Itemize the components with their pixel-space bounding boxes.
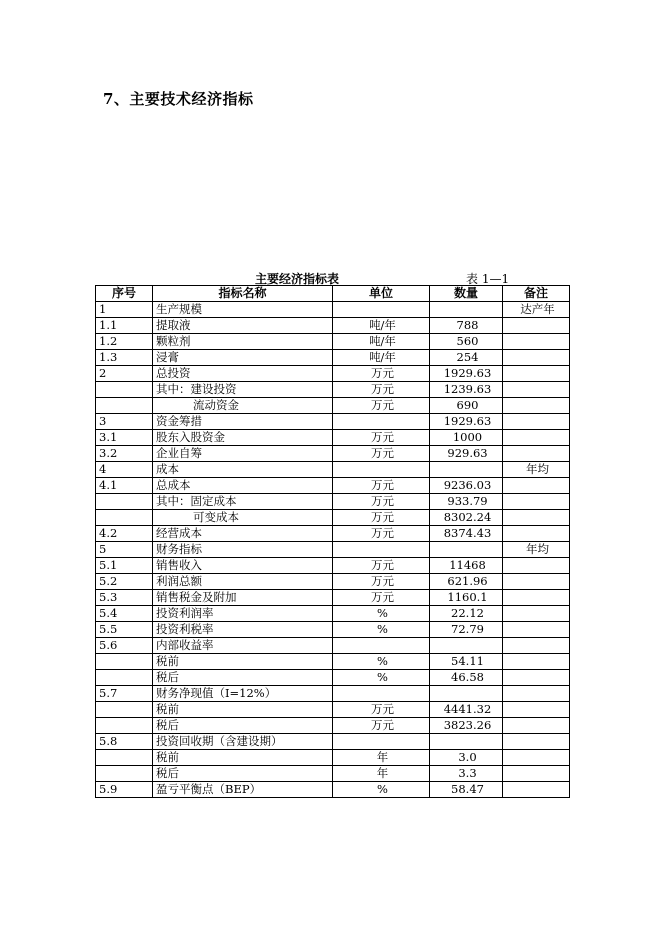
indicator-name-cell: 销售税金及附加 bbox=[153, 590, 333, 606]
quantity-cell: 788 bbox=[430, 318, 503, 334]
row-number-cell: 4.2 bbox=[96, 526, 153, 542]
unit-cell: 万元 bbox=[333, 718, 430, 734]
note-cell bbox=[503, 334, 570, 350]
indicator-name-cell: 财务净现值（I=12%） bbox=[153, 686, 333, 702]
header-unit: 单位 bbox=[333, 286, 430, 302]
note-cell: 年均 bbox=[503, 542, 570, 558]
quantity-cell: 9236.03 bbox=[430, 478, 503, 494]
note-cell bbox=[503, 718, 570, 734]
indicator-name-cell: 总投资 bbox=[153, 366, 333, 382]
table-row bbox=[96, 318, 570, 334]
table-row bbox=[96, 366, 570, 382]
row-number-cell: 1 bbox=[96, 302, 153, 318]
row-number-cell: 4 bbox=[96, 462, 153, 478]
unit-cell: 万元 bbox=[333, 558, 430, 574]
table-row bbox=[96, 686, 570, 702]
quantity-cell bbox=[430, 686, 503, 702]
note-cell: 达产年 bbox=[503, 302, 570, 318]
quantity-cell: 1000 bbox=[430, 430, 503, 446]
row-number-cell: 5.7 bbox=[96, 686, 153, 702]
indicator-name-cell: 销售收入 bbox=[153, 558, 333, 574]
unit-cell: 万元 bbox=[333, 430, 430, 446]
note-cell bbox=[503, 494, 570, 510]
note-cell bbox=[503, 654, 570, 670]
indicator-name-cell: 投资利税率 bbox=[153, 622, 333, 638]
quantity-cell: 46.58 bbox=[430, 670, 503, 686]
unit-cell: 万元 bbox=[333, 446, 430, 462]
note-cell bbox=[503, 318, 570, 334]
row-number-cell bbox=[96, 398, 153, 414]
unit-cell: 吨/年 bbox=[333, 334, 430, 350]
indicator-name-cell: 盈亏平衡点（BEP） bbox=[153, 782, 333, 798]
row-number-cell: 1.3 bbox=[96, 350, 153, 366]
indicator-name-cell: 税前 bbox=[153, 750, 333, 766]
table-row bbox=[96, 462, 570, 478]
row-number-cell: 2 bbox=[96, 366, 153, 382]
table-caption: 主要经济指标表 bbox=[255, 272, 340, 286]
indicator-name-cell: 颗粒剂 bbox=[153, 334, 333, 350]
quantity-cell: 8302.24 bbox=[430, 510, 503, 526]
quantity-cell: 1929.63 bbox=[430, 414, 503, 430]
unit-cell: 万元 bbox=[333, 590, 430, 606]
unit-cell: % bbox=[333, 654, 430, 670]
note-cell bbox=[503, 782, 570, 798]
indicator-name-cell: 税后 bbox=[153, 718, 333, 734]
table-row bbox=[96, 414, 570, 430]
row-number-cell bbox=[96, 670, 153, 686]
table-row bbox=[96, 510, 570, 526]
table-row bbox=[96, 334, 570, 350]
unit-cell: 万元 bbox=[333, 526, 430, 542]
unit-cell: 万元 bbox=[333, 398, 430, 414]
row-number-cell bbox=[96, 382, 153, 398]
row-number-cell: 3.2 bbox=[96, 446, 153, 462]
row-number-cell: 5.8 bbox=[96, 734, 153, 750]
indicator-name-cell: 可变成本 bbox=[153, 510, 333, 526]
note-cell bbox=[503, 750, 570, 766]
row-number-cell: 5.3 bbox=[96, 590, 153, 606]
table-number: 表 1—1 bbox=[466, 272, 510, 286]
table-row bbox=[96, 430, 570, 446]
note-cell bbox=[503, 478, 570, 494]
header-no: 序号 bbox=[96, 286, 153, 302]
note-cell bbox=[503, 510, 570, 526]
table-row bbox=[96, 302, 570, 318]
row-number-cell bbox=[96, 718, 153, 734]
quantity-cell bbox=[430, 638, 503, 654]
unit-cell: % bbox=[333, 670, 430, 686]
table-row bbox=[96, 702, 570, 718]
table-row bbox=[96, 606, 570, 622]
indicator-name-cell: 其中：固定成本 bbox=[153, 494, 333, 510]
table-row bbox=[96, 654, 570, 670]
quantity-cell bbox=[430, 462, 503, 478]
indicator-name-cell: 内部收益率 bbox=[153, 638, 333, 654]
quantity-cell bbox=[430, 302, 503, 318]
quantity-cell: 22.12 bbox=[430, 606, 503, 622]
indicator-name-cell: 税前 bbox=[153, 702, 333, 718]
note-cell bbox=[503, 606, 570, 622]
row-number-cell: 5.5 bbox=[96, 622, 153, 638]
header-note: 备注 bbox=[503, 286, 570, 302]
quantity-cell: 1239.63 bbox=[430, 382, 503, 398]
table-row bbox=[96, 558, 570, 574]
unit-cell bbox=[333, 686, 430, 702]
indicator-name-cell: 资金筹措 bbox=[153, 414, 333, 430]
table-row bbox=[96, 638, 570, 654]
unit-cell bbox=[333, 414, 430, 430]
indicator-name-cell: 生产规模 bbox=[153, 302, 333, 318]
quantity-cell: 690 bbox=[430, 398, 503, 414]
quantity-cell: 72.79 bbox=[430, 622, 503, 638]
quantity-cell: 3.3 bbox=[430, 766, 503, 782]
row-number-cell bbox=[96, 702, 153, 718]
indicator-name-cell: 利润总额 bbox=[153, 574, 333, 590]
indicator-name-cell: 财务指标 bbox=[153, 542, 333, 558]
unit-cell: % bbox=[333, 606, 430, 622]
indicator-name-cell: 成本 bbox=[153, 462, 333, 478]
note-cell bbox=[503, 638, 570, 654]
quantity-cell: 560 bbox=[430, 334, 503, 350]
unit-cell: 万元 bbox=[333, 382, 430, 398]
indicator-name-cell: 投资利润率 bbox=[153, 606, 333, 622]
quantity-cell: 254 bbox=[430, 350, 503, 366]
unit-cell bbox=[333, 462, 430, 478]
section-heading: 7、主要技术经济指标 bbox=[103, 90, 254, 108]
row-number-cell bbox=[96, 510, 153, 526]
table-row bbox=[96, 398, 570, 414]
table-row bbox=[96, 382, 570, 398]
table-row bbox=[96, 446, 570, 462]
table-row bbox=[96, 750, 570, 766]
table-row bbox=[96, 766, 570, 782]
unit-cell: 年 bbox=[333, 750, 430, 766]
unit-cell bbox=[333, 638, 430, 654]
unit-cell bbox=[333, 734, 430, 750]
quantity-cell bbox=[430, 734, 503, 750]
note-cell bbox=[503, 430, 570, 446]
quantity-cell: 4441.32 bbox=[430, 702, 503, 718]
indicator-name-cell: 总成本 bbox=[153, 478, 333, 494]
unit-cell bbox=[333, 542, 430, 558]
quantity-cell: 929.63 bbox=[430, 446, 503, 462]
unit-cell: 吨/年 bbox=[333, 318, 430, 334]
note-cell bbox=[503, 574, 570, 590]
table-row bbox=[96, 526, 570, 542]
note-cell bbox=[503, 590, 570, 606]
row-number-cell: 5.9 bbox=[96, 782, 153, 798]
indicator-name-cell: 企业自筹 bbox=[153, 446, 333, 462]
quantity-cell: 621.96 bbox=[430, 574, 503, 590]
note-cell bbox=[503, 398, 570, 414]
indicator-name-cell: 税后 bbox=[153, 670, 333, 686]
note-cell bbox=[503, 670, 570, 686]
quantity-cell: 1160.1 bbox=[430, 590, 503, 606]
table-row bbox=[96, 782, 570, 798]
row-number-cell: 1.1 bbox=[96, 318, 153, 334]
table-row bbox=[96, 590, 570, 606]
row-number-cell: 5.2 bbox=[96, 574, 153, 590]
note-cell bbox=[503, 526, 570, 542]
table-header-row bbox=[96, 286, 570, 302]
table-row bbox=[96, 494, 570, 510]
indicator-name-cell: 股东入股资金 bbox=[153, 430, 333, 446]
quantity-cell: 54.11 bbox=[430, 654, 503, 670]
row-number-cell: 3 bbox=[96, 414, 153, 430]
row-number-cell: 5.1 bbox=[96, 558, 153, 574]
row-number-cell bbox=[96, 494, 153, 510]
row-number-cell bbox=[96, 766, 153, 782]
note-cell bbox=[503, 366, 570, 382]
indicator-name-cell: 其中：建设投资 bbox=[153, 382, 333, 398]
row-number-cell bbox=[96, 654, 153, 670]
unit-cell: 吨/年 bbox=[333, 350, 430, 366]
table-row bbox=[96, 622, 570, 638]
row-number-cell: 5.6 bbox=[96, 638, 153, 654]
row-number-cell: 5 bbox=[96, 542, 153, 558]
quantity-cell: 1929.63 bbox=[430, 366, 503, 382]
table-row bbox=[96, 718, 570, 734]
table-row bbox=[96, 542, 570, 558]
table-body bbox=[96, 302, 570, 798]
unit-cell: 万元 bbox=[333, 510, 430, 526]
quantity-cell: 58.47 bbox=[430, 782, 503, 798]
note-cell bbox=[503, 558, 570, 574]
note-cell bbox=[503, 766, 570, 782]
note-cell bbox=[503, 414, 570, 430]
indicator-name-cell: 浸膏 bbox=[153, 350, 333, 366]
quantity-cell: 11468 bbox=[430, 558, 503, 574]
unit-cell: 万元 bbox=[333, 478, 430, 494]
note-cell bbox=[503, 686, 570, 702]
indicator-name-cell: 税后 bbox=[153, 766, 333, 782]
unit-cell: 万元 bbox=[333, 574, 430, 590]
note-cell bbox=[503, 702, 570, 718]
table-row bbox=[96, 734, 570, 750]
unit-cell: % bbox=[333, 622, 430, 638]
quantity-cell: 933.79 bbox=[430, 494, 503, 510]
unit-cell: % bbox=[333, 782, 430, 798]
quantity-cell bbox=[430, 542, 503, 558]
table-row bbox=[96, 350, 570, 366]
note-cell bbox=[503, 734, 570, 750]
row-number-cell: 5.4 bbox=[96, 606, 153, 622]
indicator-name-cell: 流动资金 bbox=[153, 398, 333, 414]
table-row bbox=[96, 478, 570, 494]
note-cell: 年均 bbox=[503, 462, 570, 478]
row-number-cell: 4.1 bbox=[96, 478, 153, 494]
quantity-cell: 8374.43 bbox=[430, 526, 503, 542]
table-row bbox=[96, 574, 570, 590]
unit-cell: 万元 bbox=[333, 702, 430, 718]
unit-cell: 万元 bbox=[333, 366, 430, 382]
indicator-name-cell: 税前 bbox=[153, 654, 333, 670]
unit-cell: 年 bbox=[333, 766, 430, 782]
note-cell bbox=[503, 382, 570, 398]
header-indicator-name: 指标名称 bbox=[153, 286, 333, 302]
note-cell bbox=[503, 350, 570, 366]
note-cell bbox=[503, 446, 570, 462]
note-cell bbox=[503, 622, 570, 638]
row-number-cell bbox=[96, 750, 153, 766]
indicator-name-cell: 投资回收期（含建设期） bbox=[153, 734, 333, 750]
unit-cell: 万元 bbox=[333, 494, 430, 510]
table-row bbox=[96, 670, 570, 686]
row-number-cell: 1.2 bbox=[96, 334, 153, 350]
indicator-name-cell: 提取液 bbox=[153, 318, 333, 334]
header-quantity: 数量 bbox=[430, 286, 503, 302]
row-number-cell: 3.1 bbox=[96, 430, 153, 446]
unit-cell bbox=[333, 302, 430, 318]
quantity-cell: 3.0 bbox=[430, 750, 503, 766]
economic-indicators-table bbox=[95, 285, 570, 798]
quantity-cell: 3823.26 bbox=[430, 718, 503, 734]
indicator-name-cell: 经营成本 bbox=[153, 526, 333, 542]
